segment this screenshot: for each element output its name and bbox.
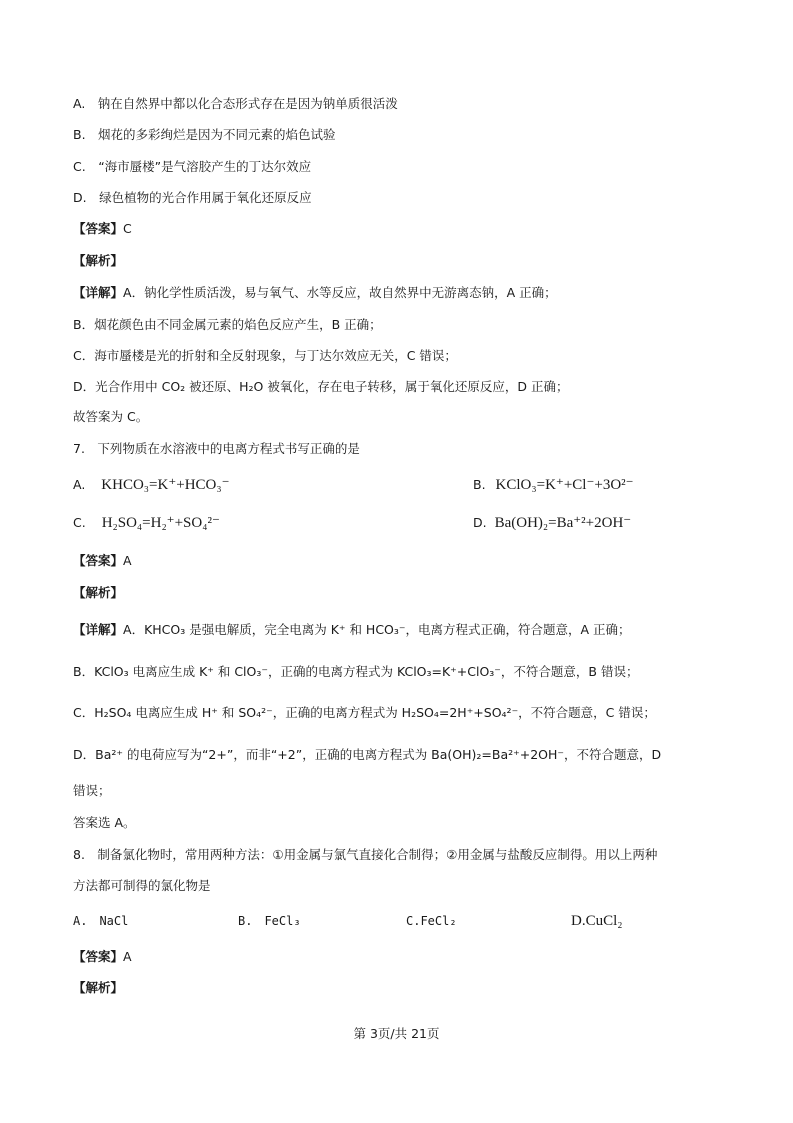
q7-option-d: Ba(OH)₂=Ba⁺²+2OH⁻ — [494, 515, 632, 531]
q7-detail-a: 【详解】A．KHCO₃ 是强电解质，完全电离为 K⁺ 和 HCO₃⁻，电离方程式正确，符合题意，A 正确； — [73, 622, 631, 637]
q7-option-b-wrap — [473, 476, 634, 494]
q6-detail-c: C．海市蜃楼是光的折射和全反射现象，与丁达尔效应无关，C 错误； — [73, 348, 457, 363]
detail-tag: 【详解】 — [73, 285, 124, 300]
q6-analysis-tag: 【解析】 — [73, 253, 124, 268]
q7-option-c-label: C. — [73, 515, 86, 530]
q7-options-cd — [73, 514, 723, 532]
q7-option-b: KClO₃=K⁺+Cl⁻+3O²⁻ — [495, 477, 634, 493]
q8-option-a: A. NaCl — [73, 914, 129, 928]
q7-option-d-label: D. — [473, 515, 487, 530]
answer-value: C — [123, 221, 132, 236]
q7-answer-row: 【答案】A — [73, 553, 132, 568]
answer-value: A — [123, 949, 132, 964]
answer-value: A — [123, 553, 132, 568]
q8-option-d: D.CuCl₂ — [571, 913, 623, 929]
q7-stem: 7. 下列物质在水溶液中的电离方程式书写正确的是 — [73, 441, 360, 456]
q6-detail-d: D．光合作用中 CO₂ 被还原、H₂O 被氧化，存在电子转移，属于氧化还原反应，D 正确； — [73, 379, 569, 394]
q7-option-c: H₂SO₄=H₂⁺+SO₄²⁻ — [101, 515, 220, 531]
q6-conclusion: 故答案为 C。 — [73, 409, 149, 424]
q8-option-b: B. FeCl₃ — [238, 914, 301, 928]
q7-analysis-tag: 【解析】 — [73, 585, 124, 600]
page-footer: 第 3页/共 21页 — [353, 1026, 440, 1041]
q7-option-a: KHCO₃=K⁺+HCO₃⁻ — [101, 477, 230, 493]
q7-detail-d: D．Ba²⁺ 的电荷应写为“2+”，而非“+2”，正确的电离方程式为 Ba(OH)₂=Ba²⁺+2OH⁻，不符合题意，D — [73, 747, 662, 762]
q7-options-ab — [73, 476, 723, 494]
q6-option-d: D. 绿色植物的光合作用属于氧化还原反应 — [73, 190, 312, 205]
q7-detail-d-cont: 错误； — [73, 783, 111, 798]
q7-detail-b: B．KClO₃ 电离应生成 K⁺ 和 ClO₃⁻，正确的电离方程式为 KClO₃=K⁺+ClO₃⁻，不符合题意，B 错误； — [73, 664, 639, 679]
q7-option-d-wrap — [473, 514, 631, 532]
q6-option-c: C. “海市蜃楼”是气溶胶产生的丁达尔效应 — [73, 159, 312, 174]
q8-stem-line2: 方法都可制得的氯化物是 — [73, 878, 211, 893]
q8-analysis-tag: 【解析】 — [73, 980, 124, 995]
q7-option-a-label: A. — [73, 477, 86, 492]
q7-conclusion: 答案选 A。 — [73, 815, 136, 830]
q8-stem-line1: 8. 制备氯化物时，常用两种方法：①用金属与氯气直接化合制得；②用金属与盐酸反应制得。用以上两种 — [73, 847, 658, 862]
q8-answer-row: 【答案】A — [73, 949, 132, 964]
answer-tag: 【答案】 — [73, 221, 124, 236]
q7-option-b-label: B. — [473, 477, 486, 492]
q7-detail-c: C．H₂SO₄ 电离应生成 H⁺ 和 SO₄²⁻，正确的电离方程式为 H₂SO₄=2H⁺+SO₄²⁻，不符合题意，C 错误； — [73, 705, 656, 720]
q6-detail-a: 【详解】A．钠化学性质活泼，易与氧气、水等反应，故自然界中无游离态钠，A 正确； — [73, 285, 557, 300]
q6-answer-row — [73, 220, 132, 238]
q6-detail-b: B．烟花颜色由不同金属元素的焰色反应产生，B 正确； — [73, 317, 382, 332]
q8-options — [73, 912, 723, 930]
q8-option-c: C.FeCl₂ — [406, 914, 457, 928]
q6-option-a: A. 钠在自然界中都以化合态形式存在是因为钠单质很活泼 — [73, 96, 398, 111]
q6-option-b: B. 烟花的多彩绚烂是因为不同元素的焰色试验 — [73, 127, 336, 142]
